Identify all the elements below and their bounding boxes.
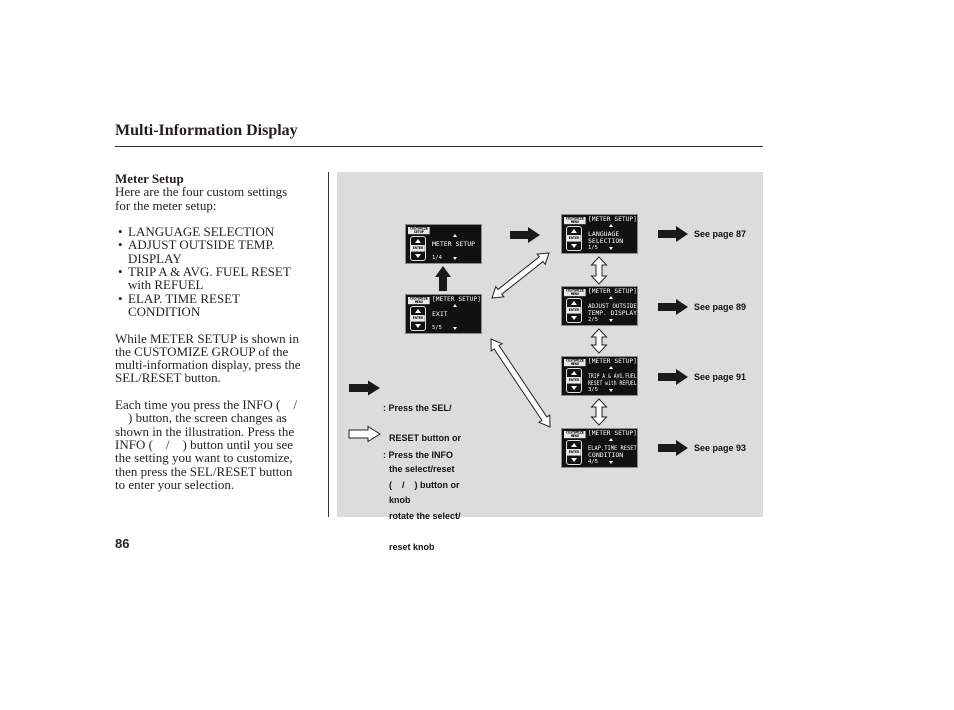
- display-lines: [588, 373, 637, 387]
- legend-line: RESET button or: [389, 433, 461, 444]
- down-arrow-icon: [571, 386, 577, 390]
- icon-label-line: CUSTOMIZE: [565, 359, 584, 363]
- paragraph-line: then press the SEL/RESET button: [115, 463, 293, 479]
- screen-meter-setup: [405, 224, 482, 264]
- display-line: ELAP.TIME RESET: [588, 444, 637, 452]
- scroll-down-icon: [609, 319, 613, 322]
- paragraph-line: Each time you press the INFO ( /: [115, 397, 297, 413]
- icon-label-line: MENU: [570, 362, 579, 367]
- legend-line: ( / ) button or: [389, 480, 460, 491]
- setting-item-text: • ADJUST OUTSIDE TEMP.: [128, 237, 275, 253]
- icon-label-line: CUSTOMIZE: [565, 431, 584, 435]
- screen-trip-a-fuel-reset: [561, 356, 638, 396]
- setting-item-language: [115, 225, 325, 238]
- up-arrow-icon: [415, 309, 421, 313]
- up-arrow-icon: [415, 239, 421, 243]
- down-arrow-icon: [415, 254, 421, 258]
- display-area: [588, 429, 637, 467]
- display-line: ADJUST OUTSIDE: [588, 302, 637, 310]
- setting-item-elap-time: [115, 292, 325, 319]
- setting-item-text: DISPLAY: [128, 250, 182, 266]
- scroll-down-icon: [453, 327, 457, 330]
- down-arrow-icon: [571, 244, 577, 248]
- icon-label-line: MENU: [570, 220, 579, 225]
- page-number: 86: [115, 536, 130, 551]
- customize-label: [564, 217, 586, 224]
- see-page-89: See page 89: [694, 302, 747, 312]
- paragraph-line: the setting you want to customize,: [115, 450, 293, 466]
- select-reset-knob-icon: [566, 368, 582, 393]
- select-reset-knob-icon: [566, 440, 582, 465]
- spacer: [115, 318, 325, 331]
- display-area: [432, 225, 481, 263]
- display-line: TRIP A & AVG.FUEL: [588, 372, 637, 380]
- setting-item-text: • TRIP A & AVG. FUEL RESET: [128, 264, 291, 280]
- customize-label: [408, 227, 430, 234]
- scroll-up-icon: [609, 224, 613, 227]
- display-lines: [588, 445, 637, 459]
- legend-line: the select/reset: [389, 464, 455, 475]
- enter-label: ENTER: [568, 450, 580, 455]
- display-lines: [432, 311, 481, 318]
- paragraph-line: SEL/RESET button.: [115, 370, 221, 386]
- scroll-up-icon: [609, 366, 613, 369]
- meter-setup-text: [115, 172, 325, 491]
- display-line: TEMP. DISPLAY: [588, 309, 637, 317]
- paragraph-line: ) button, the screen changes as: [115, 410, 287, 426]
- display-line: SELECTION: [588, 237, 624, 245]
- scroll-down-icon: [609, 247, 613, 250]
- screen-adjust-outside-temp: [561, 286, 638, 326]
- setting-item-text: CONDITION: [128, 303, 201, 319]
- scroll-up-icon: [453, 304, 457, 307]
- paragraph-line: shown in the illustration. Press the: [115, 423, 295, 439]
- intro-line: for the meter setup:: [115, 197, 217, 213]
- paragraph-line: While METER SETUP is shown in: [115, 330, 300, 346]
- up-arrow-icon: [571, 301, 577, 305]
- down-arrow-icon: [415, 324, 421, 328]
- icon-label-line: CUSTOMIZE: [565, 217, 584, 221]
- icon-label-line: SETUP: [413, 230, 424, 235]
- scroll-down-icon: [609, 389, 613, 392]
- see-page-93: See page 93: [694, 443, 747, 453]
- up-arrow-icon: [571, 371, 577, 375]
- paragraph-line: the CUSTOMIZE GROUP of the: [115, 343, 289, 359]
- display-line: EXIT: [432, 310, 448, 318]
- icon-label-line: CUSTOMIZE: [409, 227, 428, 231]
- select-reset-knob-icon: [410, 306, 426, 331]
- screen-header: [METER SETUP]: [588, 287, 637, 295]
- down-arrow-icon: [571, 316, 577, 320]
- up-arrow-icon: [571, 443, 577, 447]
- screen-exit: [405, 294, 482, 334]
- setting-item-text: with REFUEL: [128, 277, 204, 293]
- customize-label: [564, 431, 586, 438]
- customize-label: [564, 289, 586, 296]
- select-reset-knob-icon: [566, 298, 582, 323]
- customize-label: [408, 297, 430, 304]
- icon-label-line: CUSTOMIZE: [565, 289, 584, 293]
- enter-label: ENTER: [412, 316, 424, 321]
- display-line: RESET with REFUEL: [588, 379, 637, 387]
- intro-line: Here are the four custom settings: [115, 184, 288, 200]
- legend-line: reset knob: [389, 542, 435, 553]
- display-lines: [432, 241, 481, 248]
- screen-language-selection: [561, 214, 638, 254]
- display-lines: [588, 303, 637, 317]
- icon-label-line: MENU: [414, 300, 423, 305]
- scroll-down-icon: [609, 461, 613, 464]
- page-indicator: 1/4: [432, 255, 442, 261]
- screen-header: [METER SETUP]: [588, 215, 637, 223]
- section-heading: Meter Setup: [115, 171, 184, 186]
- paragraph-line: to enter your selection.: [115, 476, 235, 492]
- legend-line: : Press the SEL/: [383, 402, 452, 413]
- page-indicator: 5/5: [432, 325, 442, 331]
- column-divider: [328, 172, 329, 517]
- spacer: [115, 385, 325, 398]
- paragraph-line: INFO ( / ) button until you see: [115, 436, 294, 452]
- icon-label-line: CUSTOMIZE: [409, 297, 428, 301]
- display-area: [588, 215, 637, 253]
- setting-item-outside-temp: [115, 238, 325, 265]
- page-indicator: 4/5: [588, 459, 598, 465]
- scroll-up-icon: [609, 296, 613, 299]
- scroll-up-icon: [453, 234, 457, 237]
- title-rule: [115, 146, 763, 147]
- see-page-87: See page 87: [694, 229, 747, 239]
- display-area: [432, 295, 481, 333]
- setting-item-text: • ELAP. TIME RESET: [128, 290, 241, 306]
- screen-header: [METER SETUP]: [588, 357, 637, 365]
- setting-item-trip-reset: [115, 265, 325, 292]
- enter-label: ENTER: [568, 308, 580, 313]
- customize-label: [564, 359, 586, 366]
- see-page-91: See page 91: [694, 372, 747, 382]
- paragraph-line: multi-information display, press the: [115, 357, 301, 373]
- enter-label: ENTER: [568, 236, 580, 241]
- display-line: CONDITION: [588, 451, 624, 459]
- screen-header: [METER SETUP]: [432, 295, 481, 303]
- page-title: Multi-Information Display: [115, 122, 298, 139]
- enter-label: ENTER: [568, 378, 580, 383]
- select-reset-knob-icon: [410, 236, 426, 261]
- display-area: [588, 287, 637, 325]
- icon-label-line: MENU: [570, 434, 579, 439]
- up-arrow-icon: [571, 229, 577, 233]
- legend-line: knob: [389, 495, 411, 506]
- scroll-down-icon: [453, 257, 457, 260]
- setting-item-text: • LANGUAGE SELECTION: [128, 224, 275, 240]
- down-arrow-icon: [571, 458, 577, 462]
- enter-label: ENTER: [412, 246, 424, 251]
- display-line: LANGUAGE: [588, 230, 620, 238]
- display-line: METER SETUP: [432, 240, 476, 248]
- legend-info: [383, 429, 461, 563]
- page-indicator: 3/5: [588, 387, 598, 393]
- scroll-up-icon: [609, 438, 613, 441]
- display-area: [588, 357, 637, 395]
- spacer: [115, 212, 325, 225]
- screen-header: [METER SETUP]: [588, 429, 637, 437]
- page-indicator: 2/5: [588, 317, 598, 323]
- page-indicator: 1/5: [588, 245, 598, 251]
- legend-line: : Press the INFO: [383, 449, 454, 460]
- display-lines: [588, 231, 637, 245]
- select-reset-knob-icon: [566, 226, 582, 251]
- icon-label-line: MENU: [570, 292, 579, 297]
- screen-elap-time-reset: [561, 428, 638, 468]
- legend-line: rotate the select/: [389, 511, 461, 522]
